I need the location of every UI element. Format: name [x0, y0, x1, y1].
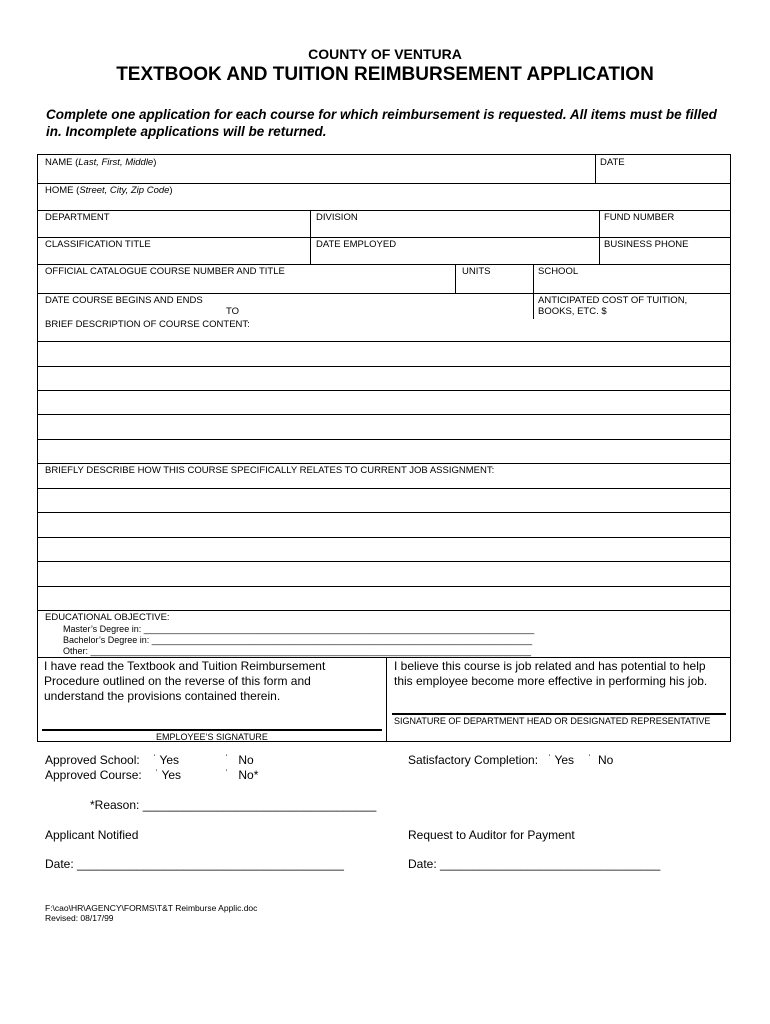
reason-line[interactable]: *Reason: ___________________________________	[90, 798, 377, 812]
rule	[38, 293, 730, 294]
revised-date: Revised: 08/17/99	[45, 913, 114, 923]
department-signature-line[interactable]	[392, 713, 726, 715]
relates-to-job-label: BRIEFLY DESCRIBE HOW THIS COURSE SPECIFICALLY RELATES TO CURRENT JOB ASSIGNMENT:	[45, 465, 495, 476]
rule	[533, 293, 534, 319]
rule	[38, 488, 730, 489]
date-label: DATE	[600, 157, 625, 168]
employee-statement: I have read the Textbook and Tuition Reimbursement Procedure outlined on the reverse of this form and understand the provisions contained therein.	[44, 659, 326, 703]
course-number-title-label: OFFICIAL CATALOGUE COURSE NUMBER AND TITLE	[45, 266, 285, 277]
date-employed-label: DATE EMPLOYED	[316, 239, 397, 250]
instructions: Complete one application for each course for which reimbursement is requested. All items must be filled in. Incomplete applications will be returned.	[46, 107, 717, 139]
rule	[386, 657, 387, 741]
satisfactory-completion-label: Satisfactory Completion:	[408, 753, 539, 767]
rule	[38, 237, 730, 238]
applicant-date-line[interactable]: Date: ________________________________________	[45, 857, 344, 871]
rule	[38, 537, 730, 538]
applicant-notified-label: Applicant Notified	[45, 828, 139, 842]
masters-degree-line: Master’s Degree in: ______________________________________________________________________________	[63, 624, 535, 634]
anticipated-cost-label-2: BOOKS, ETC. $	[538, 306, 607, 317]
bachelors-degree-line: Bachelor’s Degree in: ____________________________________________________________________________	[63, 635, 533, 645]
form-title: TEXTBOOK AND TUITION REIMBURSEMENT APPLICATION	[116, 64, 654, 85]
application-form	[37, 154, 731, 742]
rule	[38, 366, 730, 367]
other-objective-line: Other: ________________________________________________________________________________________	[63, 646, 531, 656]
name-label: NAME (Last, First, Middle)	[45, 157, 157, 168]
rule	[455, 264, 456, 293]
rule	[38, 610, 730, 611]
rule	[38, 561, 730, 562]
rule	[595, 155, 596, 183]
fund-number-label: FUND NUMBER	[604, 212, 675, 223]
date-course-begins-label: DATE COURSE BEGINS AND ENDS	[45, 295, 203, 306]
school-label: SCHOOL	[538, 266, 579, 277]
business-phone-label: BUSINESS PHONE	[604, 239, 689, 250]
educational-objective-label: EDUCATIONAL OBJECTIVE:	[45, 612, 170, 623]
rule	[38, 210, 730, 211]
approved-school-yes[interactable]: $^ˈ$ Yes	[153, 753, 180, 767]
rule	[310, 210, 311, 264]
home-label: HOME (Street, City, Zip Code)	[45, 185, 173, 196]
rule	[38, 439, 730, 440]
approved-school-label: Approved School:	[45, 753, 140, 767]
county-heading: COUNTY OF VENTURA	[308, 46, 462, 62]
division-label: DIVISION	[316, 212, 358, 223]
file-path: F:\cao\HR\AGENCY\FORMS\T&T Reimburse Applic.doc	[45, 903, 258, 913]
rule	[38, 463, 730, 464]
department-statement: I believe this course is job related and has potential to help this employee become more effective in performing his job.	[394, 659, 708, 688]
department-label: DEPARTMENT	[45, 212, 110, 223]
request-auditor-label: Request to Auditor for Payment	[408, 828, 575, 842]
satisfactory-completion-yes[interactable]: $^ˈ$ Yes	[548, 753, 575, 767]
rule	[599, 210, 600, 264]
checkbox-icon: ˈ	[225, 769, 229, 780]
checkbox-icon: ˈ	[153, 754, 157, 765]
approved-school-no[interactable]: $^ˈ$ No	[225, 753, 254, 767]
rule	[533, 264, 534, 293]
approved-course-label: Approved Course:	[45, 768, 142, 782]
rule	[38, 341, 730, 342]
classification-title-label: CLASSIFICATION TITLE	[45, 239, 151, 250]
rule	[38, 390, 730, 391]
checkbox-icon: ˈ	[588, 754, 592, 765]
rule	[38, 183, 730, 184]
checkbox-icon: ˈ	[548, 754, 552, 765]
anticipated-cost-label: ANTICIPATED COST OF TUITION,	[538, 295, 688, 306]
checkbox-icon: ˈ	[225, 754, 229, 765]
checkbox-icon: ˈ	[155, 769, 159, 780]
rule	[38, 512, 730, 513]
units-label: UNITS	[462, 266, 491, 277]
rule	[38, 264, 730, 265]
employee-signature-label: EMPLOYEE’S SIGNATURE	[156, 732, 268, 742]
rule	[38, 414, 730, 415]
approved-course-no[interactable]: $^ˈ$ No*	[225, 768, 259, 782]
satisfactory-completion-no[interactable]: $^ˈ$ No	[588, 753, 614, 767]
to-label: TO	[226, 306, 240, 317]
rule	[38, 657, 730, 658]
approved-course-yes[interactable]: $^ˈ$ Yes	[155, 768, 182, 782]
department-signature-label: SIGNATURE OF DEPARTMENT HEAD OR DESIGNATED REPRESENTATIVE	[394, 716, 711, 726]
employee-signature-line[interactable]	[42, 729, 382, 731]
rule	[38, 586, 730, 587]
brief-description-label: BRIEF DESCRIPTION OF COURSE CONTENT:	[45, 319, 250, 330]
auditor-date-line[interactable]: Date: _________________________________	[408, 857, 661, 871]
